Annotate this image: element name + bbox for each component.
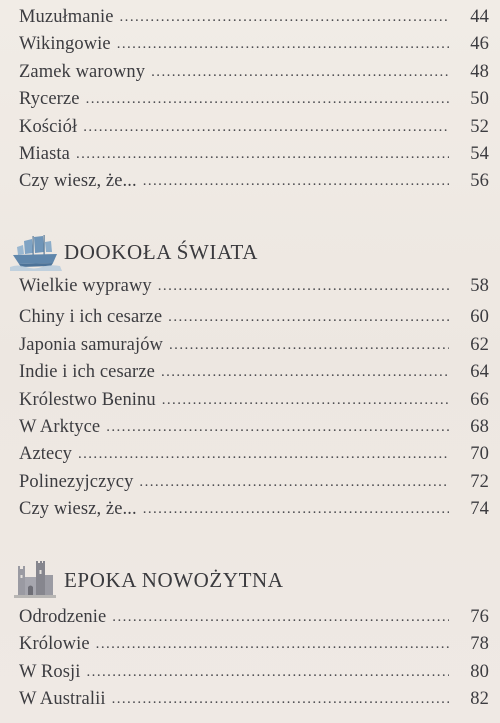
toc-entry[interactable] <box>19 31 489 58</box>
toc-dot-leader <box>106 414 449 441</box>
toc-entry-title: Czy wiesz, że... <box>19 499 137 520</box>
toc-entry-page: 52 <box>470 116 489 137</box>
toc-dot-leader <box>96 631 449 658</box>
toc-dot-leader <box>112 604 449 631</box>
toc-entry-page: 56 <box>470 171 489 192</box>
toc-entry-page: 70 <box>470 444 489 465</box>
section-title: EPOKA NOWOŻYTNA <box>64 567 284 592</box>
toc-dot-leader <box>162 387 449 414</box>
toc-entry-title: W Rosji <box>19 661 81 682</box>
toc-entry-page: 72 <box>470 471 489 492</box>
toc-entry-page: 66 <box>470 389 489 410</box>
toc-entry-page: 80 <box>470 661 489 682</box>
toc-entry-title: Muzułmanie <box>19 7 114 27</box>
toc-dot-leader <box>76 141 449 168</box>
toc-entry-title: Miasta <box>19 143 70 164</box>
toc-entry-page: 58 <box>470 276 489 296</box>
toc-entry[interactable] <box>19 686 489 713</box>
section-heading-world[interactable] <box>10 232 258 272</box>
toc-entry-page: 48 <box>470 61 489 82</box>
toc-dot-leader <box>168 304 449 331</box>
toc-dot-leader <box>86 86 449 113</box>
toc-entry-page: 60 <box>470 307 489 328</box>
toc-entry-title: Polinezyjczycy <box>19 471 134 492</box>
section-title: DOOKOŁA ŚWIATA <box>64 239 258 264</box>
toc-entry[interactable] <box>19 469 489 496</box>
toc-dot-leader <box>151 59 449 86</box>
toc-entry[interactable] <box>19 496 489 523</box>
toc-entry[interactable] <box>19 141 489 168</box>
castle-icon <box>10 561 62 599</box>
toc-dot-leader <box>112 686 449 713</box>
toc-entry-page: 74 <box>470 499 489 520</box>
toc-entry[interactable] <box>19 441 489 468</box>
toc-entry[interactable] <box>19 604 489 631</box>
toc-entry-page: 64 <box>470 362 489 383</box>
toc-entry-page: 76 <box>470 607 489 627</box>
toc-entry[interactable] <box>19 332 489 359</box>
toc-entry[interactable] <box>19 359 489 386</box>
toc-entry-page: 50 <box>470 89 489 110</box>
toc-entry[interactable] <box>19 631 489 658</box>
toc-entry-title: Odrodzenie <box>19 607 107 627</box>
toc-entry-page: 68 <box>470 416 489 437</box>
toc-entry[interactable] <box>19 168 489 195</box>
toc-entry-title: Królestwo Beninu <box>19 389 156 410</box>
toc-dot-leader <box>120 4 449 31</box>
toc-dot-leader <box>117 31 449 58</box>
toc-entry[interactable] <box>19 304 489 331</box>
toc-dot-leader <box>139 469 449 496</box>
toc-entry-title: Japonia samurajów <box>19 334 164 355</box>
toc-entry[interactable] <box>19 414 489 441</box>
toc-dot-leader <box>169 332 449 359</box>
toc-entry-page: 54 <box>470 143 489 164</box>
toc-entry-title: Kościół <box>19 116 78 137</box>
toc-entry-page: 82 <box>470 689 489 710</box>
toc-entry[interactable] <box>19 86 489 113</box>
toc-list-world <box>19 273 489 524</box>
section-heading-modern[interactable] <box>10 560 284 600</box>
ship-icon <box>10 233 62 271</box>
toc-entry-title: Rycerze <box>19 89 80 110</box>
toc-entry-title: Zamek warowny <box>19 61 146 82</box>
toc-entry-title: Wikingowie <box>19 34 111 55</box>
toc-dot-leader <box>158 273 449 300</box>
toc-dot-leader <box>87 659 449 686</box>
toc-list-top <box>19 4 489 196</box>
toc-dot-leader <box>161 359 449 386</box>
toc-entry-title: Wielkie wyprawy <box>19 276 152 296</box>
toc-entry-page: 46 <box>470 34 489 55</box>
toc-entry-page: 62 <box>470 334 489 355</box>
toc-entry[interactable] <box>19 114 489 141</box>
toc-entry[interactable] <box>19 4 489 31</box>
toc-dot-leader <box>143 496 449 523</box>
toc-entry-page: 78 <box>470 634 489 655</box>
toc-entry-page: 44 <box>470 7 489 27</box>
toc-entry-title: W Australii <box>19 689 106 710</box>
toc-entry-title: Aztecy <box>19 444 72 465</box>
toc-entry[interactable] <box>19 387 489 414</box>
toc-entry-title: W Arktyce <box>19 416 101 437</box>
toc-entry[interactable] <box>19 273 489 300</box>
toc-entry[interactable] <box>19 659 489 686</box>
toc-dot-leader <box>143 168 449 195</box>
toc-dot-leader <box>83 114 449 141</box>
toc-dot-leader <box>78 441 449 468</box>
toc-entry[interactable] <box>19 59 489 86</box>
toc-entry-title: Czy wiesz, że... <box>19 171 137 192</box>
toc-list-modern <box>19 604 489 714</box>
toc-entry-title: Chiny i ich cesarze <box>19 307 163 328</box>
toc-entry-title: Indie i ich cesarze <box>19 362 155 383</box>
toc-entry-title: Królowie <box>19 634 90 655</box>
